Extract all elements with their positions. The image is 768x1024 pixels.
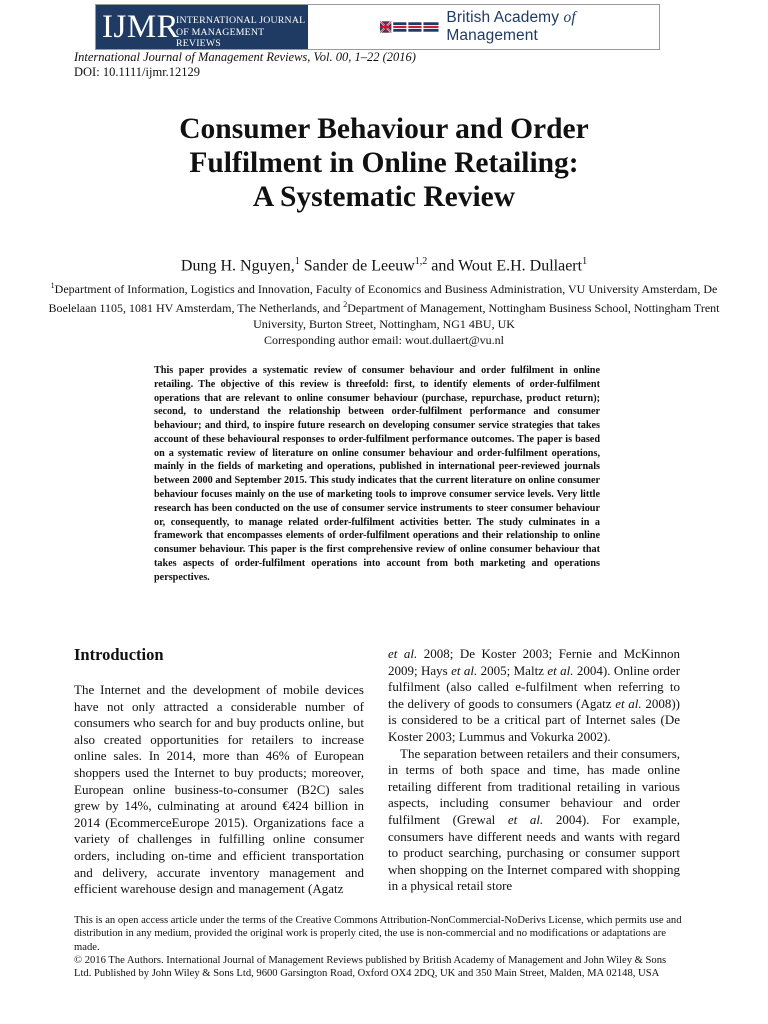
journal-logo — [96, 5, 308, 49]
license-statement: This is an open access article under the terms of the Creative Commons Attribution-NonCommercial-NoDerivs License, which permits use and distribution in any medium, provided the original work is properly cited, the use is non-commercial and no modifications or adaptations are made. — [74, 915, 682, 953]
doi-link[interactable]: DOI: 10.1111/ijmr.12129 — [74, 65, 201, 79]
copyright-statement: © 2016 The Authors. International Journal of Management Reviews published by British Academy of Management and John Wiley & Sons Ltd. Published by John Wiley & Sons Ltd, 9600 Garsington Road, Oxford OX4 2DQ, UK and 350 Main Street, Malden, MA 02148, USA — [74, 954, 667, 980]
paragraph: et al. 2008; De Koster 2003; Fernie and McKinnon 2009; Hays et al. 2005; Maltz et al. 2004). Online order fulfilment (also called e-fulfilment when referring to the delivery of goods to consumers (Agatz et al. 2008)) is considered to be a critical part of Internet sales (De Koster 2003; Lummus and Vokurka 2002). — [388, 646, 681, 744]
right-column — [388, 646, 680, 895]
license-footer — [74, 914, 682, 980]
journal-acronym: IJMR — [102, 9, 180, 45]
author-list: Dung H. Nguyen,$^1$ Sander de Leeuw$^{1,2}$ and Wout E.H. Dullaert$^1$ — [180, 256, 588, 275]
journal-banner — [95, 4, 660, 50]
bam-flag-icon — [380, 21, 440, 33]
corresponding-email[interactable]: Corresponding author email: wout.dullaert@vu.nl — [263, 333, 504, 347]
society-name: British Academy of Management — [446, 9, 576, 44]
paper-title-line-2: Fulfilment in Online Retailing: — [189, 147, 579, 179]
journal-citation: International Journal of Management Reviews, Vol. 00, 1–22 (2016) — [74, 50, 416, 64]
section-heading: Introduction — [74, 645, 164, 664]
abstract: This paper provides a systematic review of consumer behaviour and order fulfilment in online retailing. The objective of this review is threefold: first, to identify elements of order-fulfilment operations that are relevant to online consumer behaviour (purchase, repurchase, product return); second, to understand the relationship between order-fulfilment performance and consumer behaviour; and third, to inspire future research on developing consumer service strategies that takes account of these behavioural responses to order-fulfilment performance outcomes. The paper is based on a systematic review of literature on online consumer behaviour and order-fulfilment operations, mainly in the fields of marketing and operations, published in international peer-reviewed journals between 2000 and September 2015. This study indicates that the current literature on online consumer behaviour focuses mainly on the use of marketing tools to improve consumer service levels. Very little research has been conducted on the use of consumer service instruments to steer consumer behaviour or, consequently, to manage related order-fulfilment activities better. The study culminates in a framework that encompasses elements of order-fulfilment operations and their relationship to online consumer behaviour. This paper is the first comprehensive review of online consumer behaviour that takes aspects of order-fulfilment operations into account from both marketing and operations perspectives. — [154, 365, 600, 583]
left-column — [74, 682, 364, 898]
journal-full-name: INTERNATIONAL JOURNAL OF MANAGEMENT REVIEWS — [176, 15, 306, 49]
paragraph: The separation between retailers and their consumers, in terms of both space and time, has made online retailing different from traditional retailing in various aspects, including consumer behaviour and order fulfilment (Grewal et al. 2004). For example, consumers have different needs and wants with regard to product searching, purchasing or consumer support when shopping on the Internet compared with shopping in a physical retail store — [388, 745, 680, 894]
paper-title-line-3: A Systematic Review — [252, 181, 516, 213]
paragraph: The Internet and the development of mobile devices have not only attracted a considerable number of consumers who search for and buy products online, but also created opportunities for retailers to increase online sales. In 2014, more than 46% of European shoppers used the Internet to buy products; moreover, European online business-to-consumer (B2C) sales grew by 14%, culminating at around €424 billion in 2014 (EcommerceEurope 2015). Organizations face a variety of challenges in fulfilling online consumer orders, including on-time and efficient transportation and delivery, accurate inventory management and efficient warehouse design and management (Agatz — [74, 682, 364, 897]
author-affiliations: $^1$Department of Information, Logistics and Innovation, Faculty of Economics and Business Administration, VU University Amsterdam, De Boelelaan 1105, 1081 HV Amsterdam, The Netherlands, and $^2$Department of Management, Nottingham Business School, Nottingham Trent University, Burton Street, Nottingham, NG1 4BU, UK Corresponding author email: wout.dullaert@vu.nl — [40, 278, 728, 348]
society-logo — [380, 9, 659, 44]
paper-title-line-1: Consumer Behaviour and Order — [179, 113, 589, 145]
